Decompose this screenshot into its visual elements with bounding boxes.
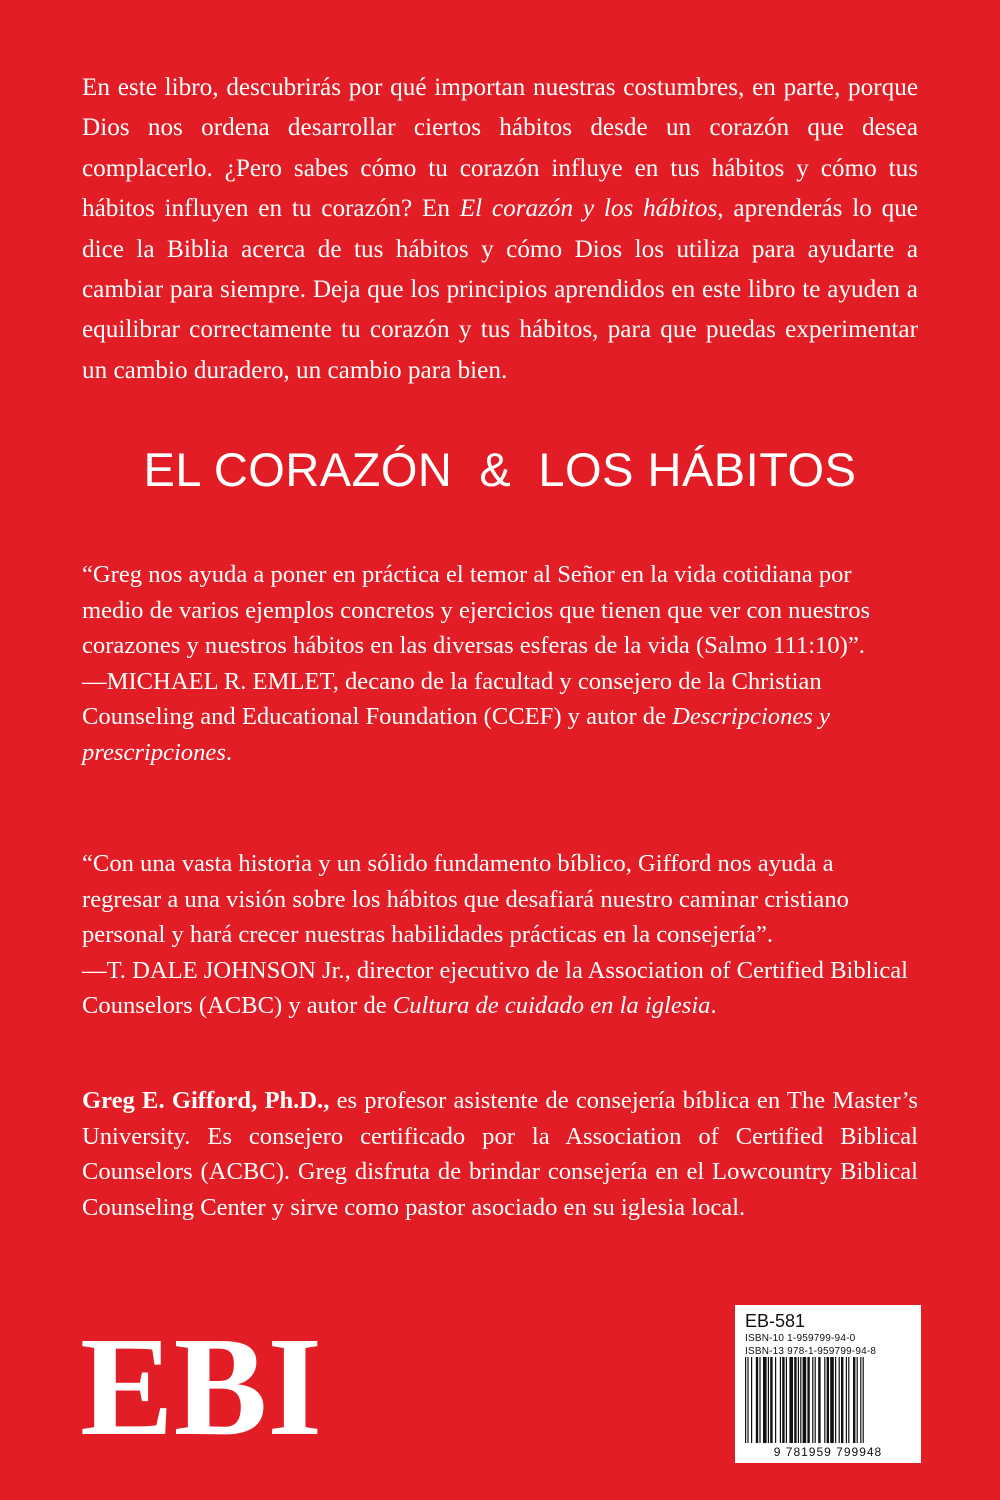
barcode-bar	[798, 1357, 799, 1443]
barcode-panel	[735, 1305, 921, 1463]
barcode-bar	[782, 1357, 784, 1443]
barcode	[745, 1357, 911, 1443]
isbn-13: ISBN-13 978-1-959799-94-8	[745, 1346, 877, 1357]
barcode-bar	[835, 1357, 836, 1443]
barcode-bar	[789, 1357, 793, 1443]
endorsement-attribution: —T. DALE JOHNSON Jr., director ejecutivo de la Association of Certified Biblical Counselors (ACBC) y autor de Cultura de cuidado en la iglesia.	[82, 956, 908, 1020]
intro-paragraph: En este libro, descubrirás por qué importan nuestras costumbres, en parte, porque Dios nos ordena desarrollar ciertos hábitos desde un corazón que desea complacerlo. ¿Pero sabes cómo tu corazón influye en tus hábitos y cómo tus hábitos influyen en tu corazón? En El corazón y los hábitos, aprenderás lo que dice la Biblia acerca de tus hábitos y cómo Dios los utiliza para ayudarte a cambiar para siempre. Deja que los principios aprendidos en este libro te ayuden a equilibrar correctamente tu corazón y tus hábitos, para que puedas experimentar un cambio duradero, un cambio para bien.	[82, 74, 918, 384]
endorsement-book: Cultura de cuidado en la iglesia	[392, 992, 711, 1020]
book-title-italic: El corazón y los hábitos	[459, 195, 718, 223]
barcode-bar	[841, 1357, 843, 1443]
barcode-bar	[863, 1357, 864, 1443]
isbn-10: ISBN-10 1-959799-94-0	[745, 1333, 856, 1344]
endorsement-emlet	[82, 557, 918, 771]
barcode-bar	[857, 1357, 858, 1443]
endorsement-johnson	[82, 846, 918, 1024]
author-bio-name: Greg E. Gifford, Ph.D.,	[82, 1087, 330, 1114]
barcode-bar	[770, 1357, 772, 1443]
barcode-bar	[775, 1357, 776, 1443]
barcode-bar	[800, 1357, 801, 1443]
endorsement-quote: “Con una vasta historia y un sólido fundamento bíblico, Gifford nos ayuda a regresar a una visión sobre los hábitos que desafiará nuestro caminar cristiano personal y hará crecer nuestras habilidades prácticas en la consejería”.	[82, 850, 849, 949]
ebi-logo	[80, 1328, 322, 1440]
barcode-bar	[824, 1357, 825, 1443]
barcode-bar	[818, 1357, 820, 1443]
barcode-bar	[794, 1357, 796, 1443]
endorsement-book: Descripciones y prescripciones	[82, 703, 830, 766]
logo-text: EBI	[80, 1328, 322, 1440]
barcode-bar	[751, 1357, 752, 1443]
barcode-bar	[839, 1357, 840, 1443]
barcode-bar	[827, 1357, 829, 1443]
barcode-bar	[803, 1357, 807, 1443]
barcode-bar	[860, 1357, 861, 1443]
barcode-bar	[756, 1357, 758, 1443]
endorsement-attribution: —MICHAEL R. EMLET, decano de la facultad y consejero de la Christian Counseling and Educational Foundation (CCEF) y autor de Descripciones y prescripciones.	[82, 667, 830, 766]
barcode-bar	[745, 1357, 746, 1443]
barcode-bar	[846, 1357, 847, 1443]
barcode-bar	[815, 1357, 816, 1443]
barcode-bar	[848, 1357, 849, 1443]
barcode-bar	[780, 1357, 781, 1443]
barcode-bar	[830, 1357, 834, 1443]
barcode-bar	[768, 1357, 769, 1443]
author-bio: Greg E. Gifford, Ph.D., es profesor asistente de consejería bíblica en The Master’s University. Es consejero certificado por la Association of Certified Biblical Counselors (ACBC). Greg disfruta de brindar consejería en el Lowcountry Biblical Counseling Center y sirve como pastor asociado en su iglesia local.	[82, 1087, 918, 1221]
barcode-bar	[747, 1357, 748, 1443]
barcode-number: 9 781959 799948	[773, 1445, 883, 1459]
product-code: EB-581	[745, 1311, 806, 1331]
endorsement-quote: “Greg nos ayuda a poner en práctica el temor al Señor en la vida cotidiana por medio de varios ejemplos concretos y ejercicios que tienen que ver con nuestros corazones y nuestros hábitos en las diversas esferas de la vida (Salmo 111:10)”.	[82, 561, 871, 660]
barcode-bar	[853, 1357, 855, 1443]
barcode-bar	[812, 1357, 813, 1443]
book-title: EL CORAZÓN & LOS HÁBITOS	[143, 443, 857, 496]
endorsement-author: —T. DALE JOHNSON Jr.	[82, 956, 345, 984]
barcode-bar	[807, 1357, 809, 1443]
barcode-bar	[786, 1357, 787, 1443]
barcode-bar	[763, 1357, 767, 1443]
endorsement-author: —MICHAEL R. EMLET	[82, 667, 333, 695]
barcode-bar	[759, 1357, 760, 1443]
